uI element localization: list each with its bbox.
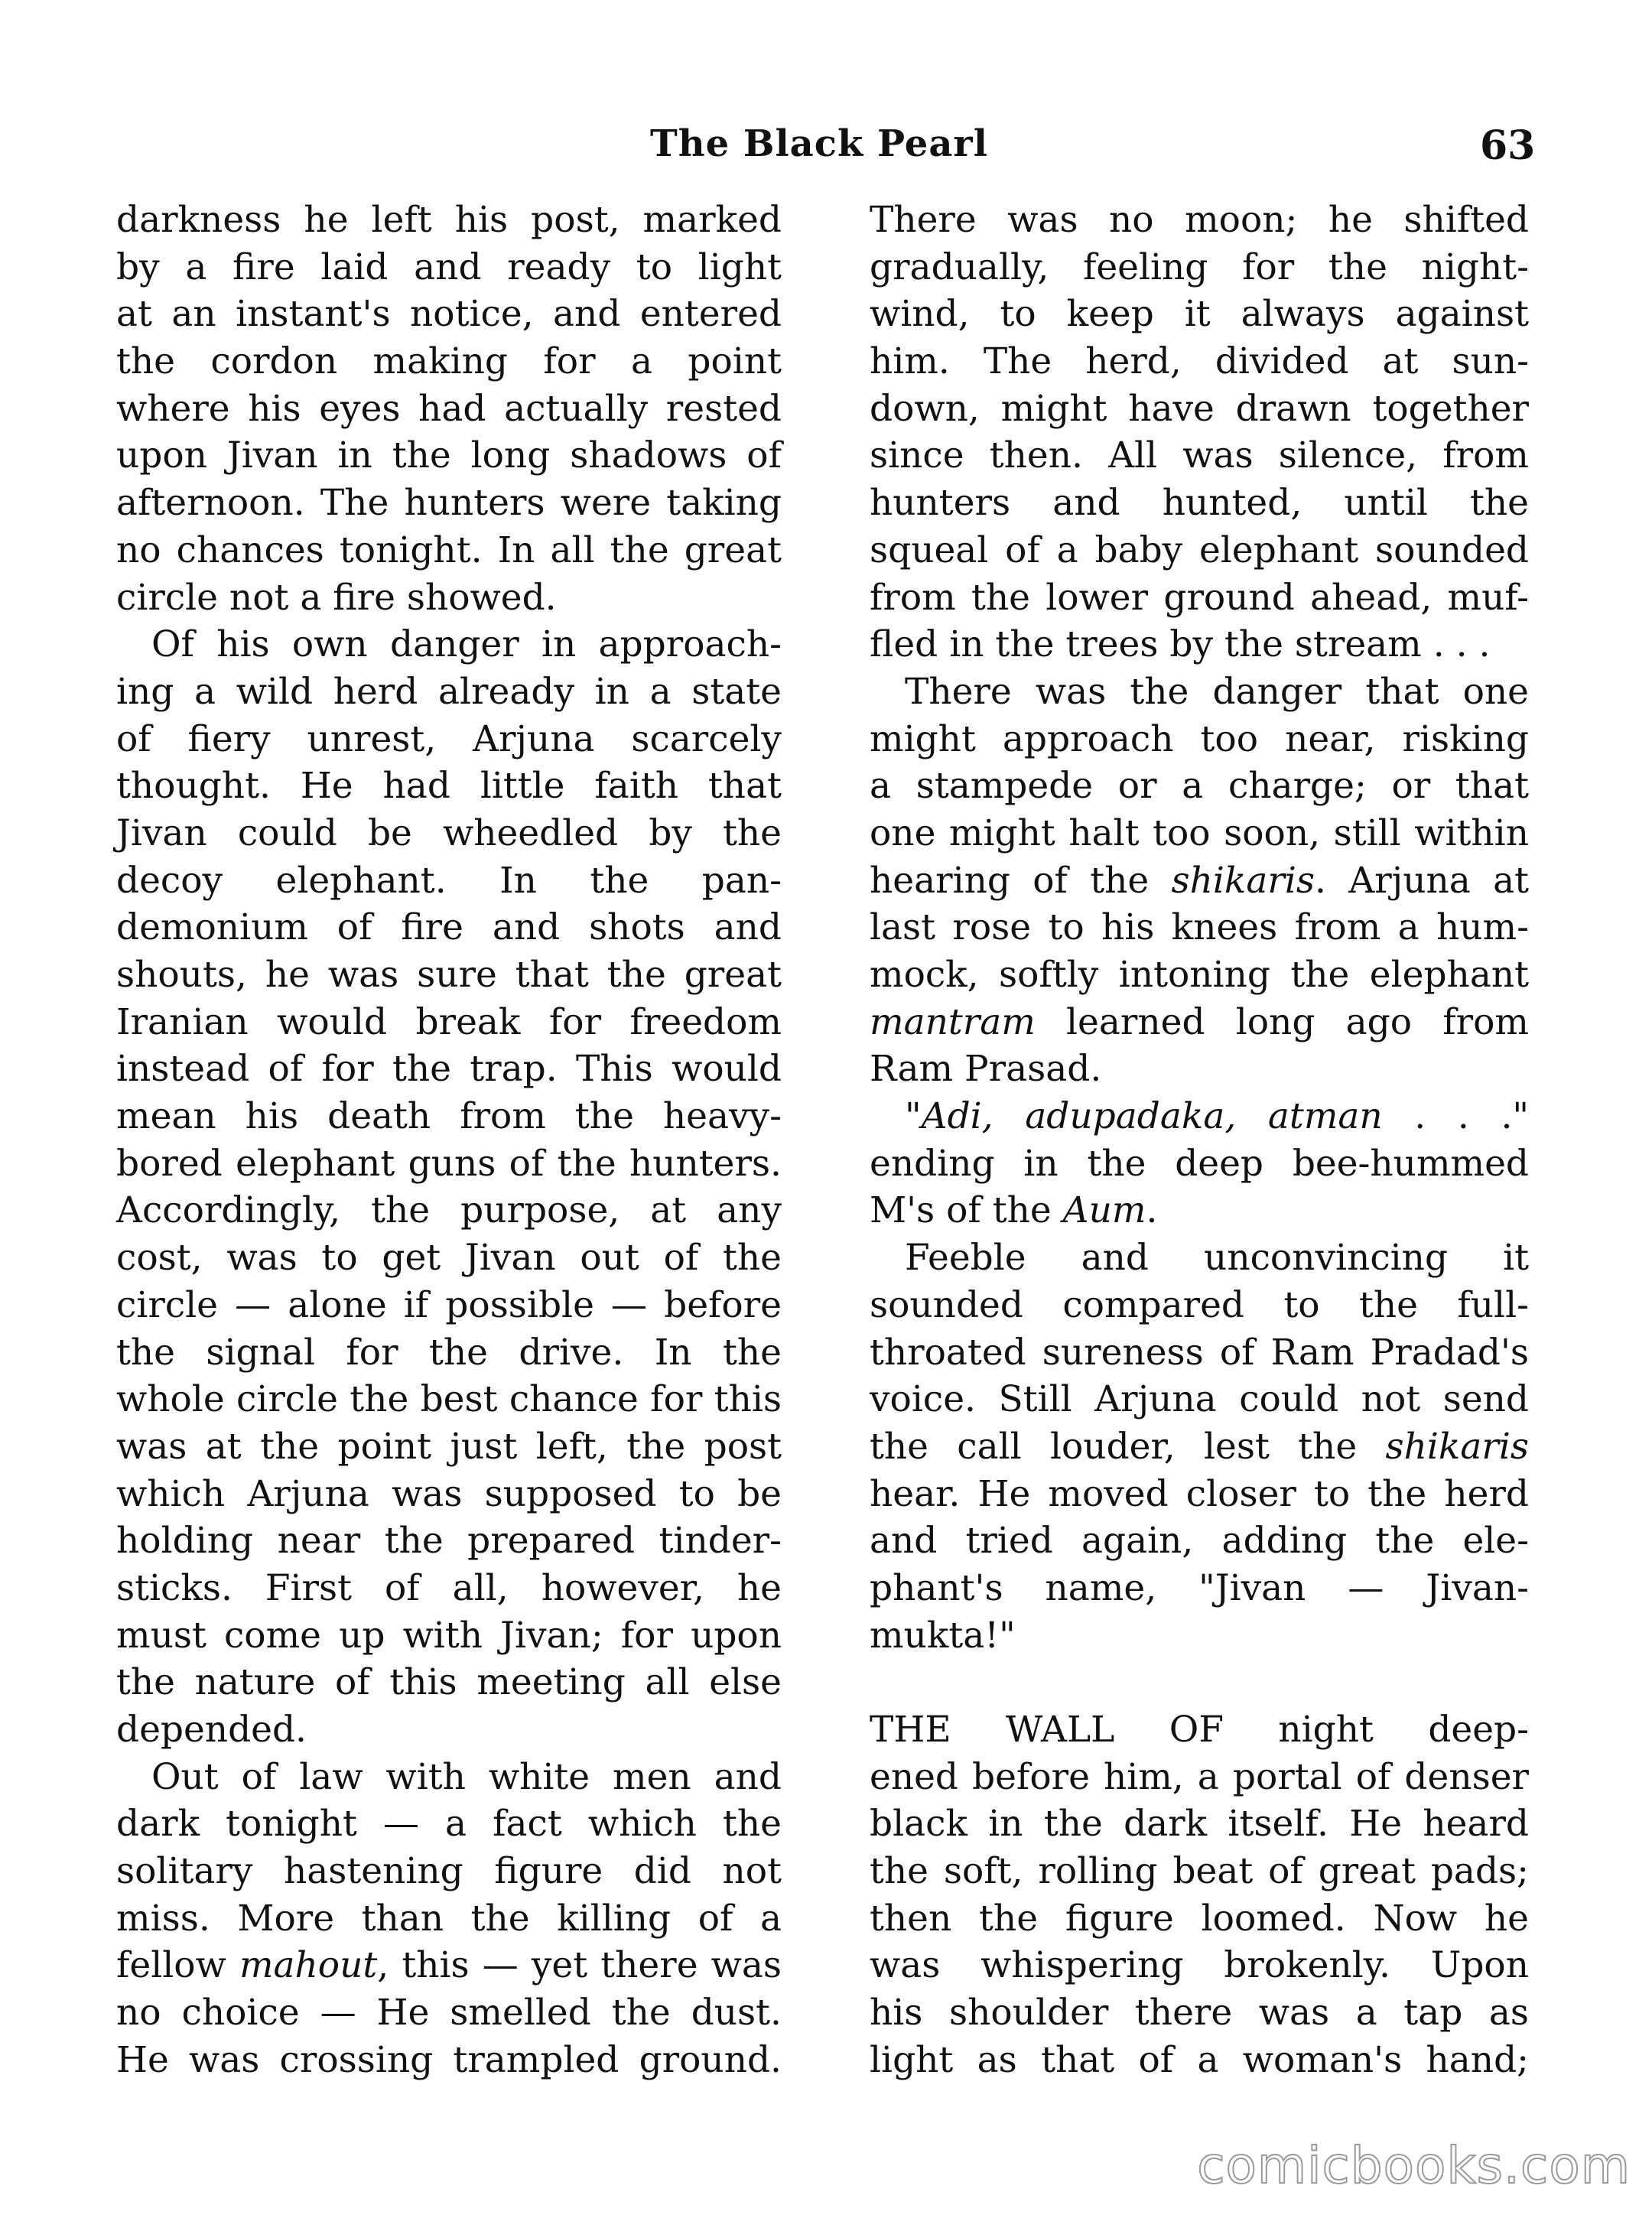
text-line: the call louder, lest the shikaris [870,1425,1529,1468]
text-line: throated sureness of Ram Pradad's [870,1331,1529,1374]
text-line: ing a wild herd already in a state [116,670,782,713]
text-line: decoy elephant. In the pan- [116,859,782,902]
text-line: solitary hastening figure did not [116,1850,782,1893]
text-line [870,1659,1529,1706]
text-line: then the figure loomed. Now he [870,1897,1529,1940]
text-line: hunters and hunted, until the [870,482,1529,525]
text-line: one might halt too soon, still within [870,811,1529,854]
text-line: voice. Still Arjuna could not send [870,1378,1529,1421]
text-line: depended. [116,1709,307,1751]
text-line: the cordon making for a point [116,340,782,383]
text-line: the soft, rolling beat of great pads; [870,1850,1529,1893]
page-number: 63 [1480,122,1536,169]
text-line: "Adi, adupadaka, atman . . ." [905,1095,1529,1138]
text-line: at an instant's notice, and entered [116,293,782,336]
text-line: his shoulder there was a tap as [870,1992,1529,2034]
text-line: squeal of a baby elephant sounded [870,528,1529,571]
right-text-column [870,197,1529,2084]
text-line: Ram Prasad. [870,1048,1102,1091]
text-line: last rose to his knees from a hum- [870,906,1529,949]
text-line: sticks. First of all, however, he [116,1566,782,1609]
text-line: circle — alone if possible — before [116,1283,782,1326]
text-line: upon Jivan in the long shadows of [116,434,782,477]
text-line: by a fire laid and ready to light [116,246,782,288]
text-line: M's of the Aum. [870,1189,1158,1232]
text-line: Out of law with white men and [151,1755,782,1798]
text-line: Jivan could be wheedled by the [116,811,782,854]
text-line: light as that of a woman's hand; [870,2038,1529,2081]
text-line: wind, to keep it always against [870,293,1529,336]
text-line: which Arjuna was supposed to be [116,1472,782,1515]
text-line: instead of for the trap. This would [116,1048,782,1091]
text-line: Feeble and unconvincing it [905,1237,1529,1280]
text-line: shouts, he was sure that the great [116,954,782,996]
text-line: thought. He had little faith that [116,765,782,808]
text-line: ending in the deep bee-hummed [870,1142,1529,1185]
text-line: holding near the prepared tinder- [116,1520,782,1563]
text-line: miss. More than the killing of a [116,1897,782,1940]
text-line: down, might have drawn together [870,387,1529,430]
text-line: mock, softly intoning the elephant [870,954,1529,996]
text-line: circle not a fire showed. [116,576,557,619]
text-line: the signal for the drive. In the [116,1331,782,1374]
text-line: of fiery unrest, Arjuna scarcely [116,717,782,760]
text-line: mantram learned long ago from [870,1000,1529,1043]
text-line: whole circle the best chance for this [116,1378,782,1421]
text-line: where his eyes had actually rested [116,387,782,430]
text-line: no choice — He smelled the dust. [116,1992,782,2034]
text-line: Of his own danger in approach- [151,623,782,666]
text-line: mean his death from the heavy- [116,1095,782,1138]
text-line: hear. He moved closer to the herd [870,1472,1529,1515]
text-line: bored elephant guns of the hunters. [116,1142,782,1185]
text-line: and tried again, adding the ele- [870,1520,1529,1563]
text-line: must come up with Jivan; for upon [116,1614,782,1657]
text-line: phant's name, "Jivan — Jivan- [870,1566,1529,1609]
text-line: sounded compared to the full- [870,1283,1529,1326]
text-line: dark tonight — a fact which the [116,1803,782,1846]
text-line: Iranian would break for freedom [116,1000,782,1043]
text-line: the nature of this meeting all else [116,1661,782,1704]
text-line: hearing of the shikaris. Arjuna at [870,859,1529,902]
text-line: fled in the trees by the stream . . . [870,623,1491,666]
text-line: since then. All was silence, from [870,434,1529,477]
text-line: mukta!" [870,1614,1016,1657]
text-line: him. The herd, divided at sun- [870,340,1529,383]
text-line: might approach too near, risking [870,717,1529,760]
text-line: There was no moon; he shifted [870,199,1529,241]
text-line: fellow mahout, this — yet there was [116,1944,782,1987]
text-line: black in the dark itself. He heard [870,1803,1529,1846]
text-line: darkness he left his post, marked [116,199,782,241]
text-line: a stampede or a charge; or that [870,765,1529,808]
text-line: from the lower ground ahead, muf- [870,576,1529,619]
running-head-title: The Black Pearl [650,122,988,165]
text-line: demonium of fire and shots and [116,906,782,949]
text-line: gradually, feeling for the night- [870,246,1529,288]
text-line: There was the danger that one [905,670,1529,713]
text-line: no chances tonight. In all the great [116,528,782,571]
text-line: cost, was to get Jivan out of the [116,1237,782,1280]
text-line: afternoon. The hunters were taking [116,482,782,525]
text-line: was at the point just left, the post [116,1425,782,1468]
site-watermark: comicbooks.com [1197,2136,1631,2195]
text-line: THE WALL OF night deep- [870,1709,1529,1751]
text-line: He was crossing trampled ground. [116,2038,782,2081]
text-line: ened before him, a portal of denser [870,1755,1529,1798]
text-line: was whispering brokenly. Upon [870,1944,1529,1987]
left-text-column [116,197,782,2084]
text-line: Accordingly, the purpose, at any [116,1189,782,1232]
